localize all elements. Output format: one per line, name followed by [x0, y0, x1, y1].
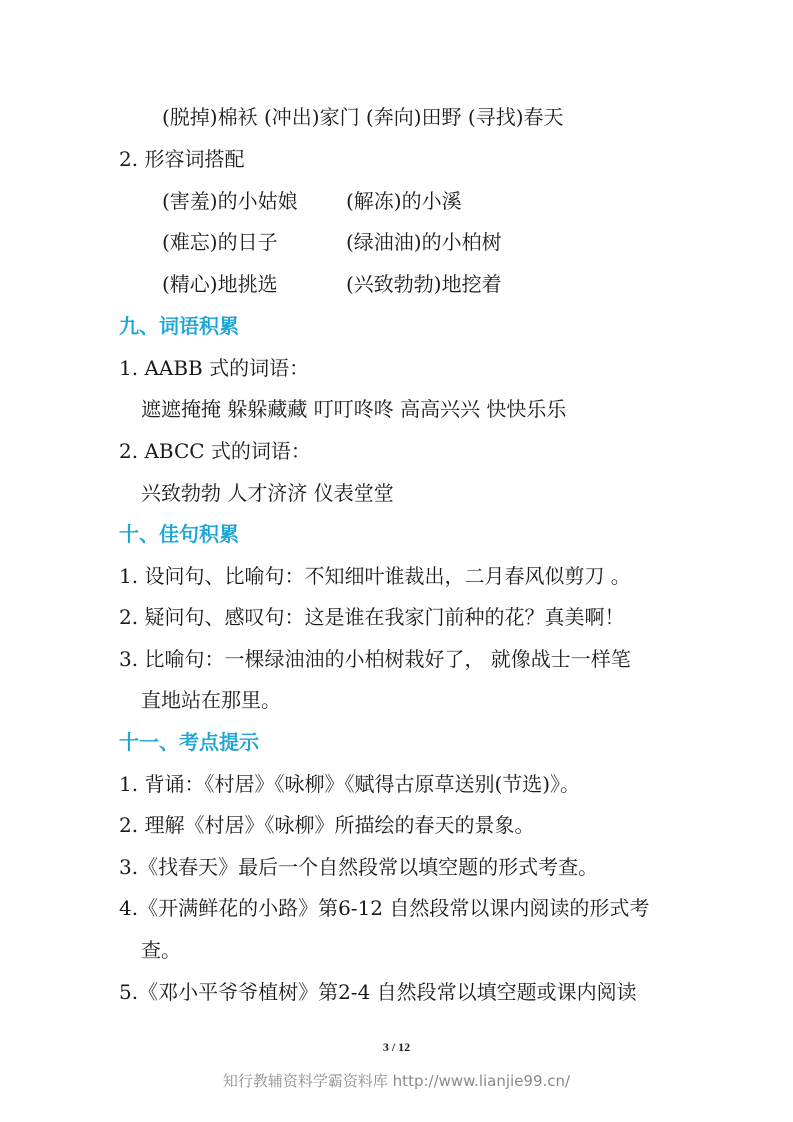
line-adjective-heading: 2. 形容词搭配	[119, 147, 245, 171]
line-adjective-1a: (害羞)的小姑娘	[162, 189, 298, 213]
line-aabb-words: 遮遮掩掩 躲躲藏藏 叮叮咚咚 高高兴兴 快快乐乐	[141, 397, 567, 421]
footer-watermark: 知行教辅资料学霸资料库 http://www.lianjie99.cn/	[222, 1072, 571, 1090]
line-adjective-1b: (解冻)的小溪	[346, 189, 462, 213]
line-abcc-words: 兴致勃勃 人才济济 仪表堂堂	[141, 481, 394, 505]
line-tip-4: 4.《开满鲜花的小路》第6-12 自然段常以课内阅读的形式考	[119, 896, 650, 920]
line-tip-2: 2. 理解《村居》《咏柳》所描绘的春天的景象。	[119, 813, 535, 837]
line-sentence-2: 2. 疑问句、感叹句：这是谁在我家门前种的花？真美啊！	[119, 605, 625, 629]
section-heading-10: 十、佳句积累	[119, 522, 239, 546]
line-sentence-1: 1. 设问句、比喻句：不知细叶谁裁出，二月春风似剪刀 。	[119, 564, 631, 588]
line-verb-phrases: (脱掉)棉袄 (冲出)家门 (奔向)田野 (寻找)春天	[162, 105, 564, 129]
line-sentence-3-cont: 直地站在那里。	[141, 688, 281, 712]
line-tip-3: 3.《找春天》最后一个自然段常以填空题的形式考查。	[119, 855, 599, 879]
section-heading-9: 九、词语积累	[119, 314, 239, 338]
page-number: 3 / 12	[382, 1040, 411, 1054]
line-tip-5: 5.《邓小平爷爷植树》第2-4 自然段常以填空题或课内阅读	[119, 980, 637, 1004]
line-sentence-3: 3. 比喻句：一棵绿油油的小柏树栽好了， 就像战士一样笔	[119, 647, 631, 671]
line-adjective-3b: (兴致勃勃)地挖着	[346, 272, 502, 296]
line-adjective-3a: (精心)地挑选	[162, 272, 278, 296]
line-tip-1: 1. 背诵：《村居》《咏柳》《赋得古原草送别(节选)》。	[119, 772, 581, 796]
line-tip-4-cont: 查。	[141, 938, 181, 962]
line-aabb-heading: 1. AABB 式的词语：	[119, 356, 310, 380]
line-abcc-heading: 2. ABCC 式的词语：	[119, 439, 311, 463]
line-adjective-2b: (绿油油)的小柏树	[346, 230, 502, 254]
line-adjective-2a: (难忘)的日子	[162, 230, 278, 254]
section-heading-11: 十一、考点提示	[119, 730, 259, 754]
